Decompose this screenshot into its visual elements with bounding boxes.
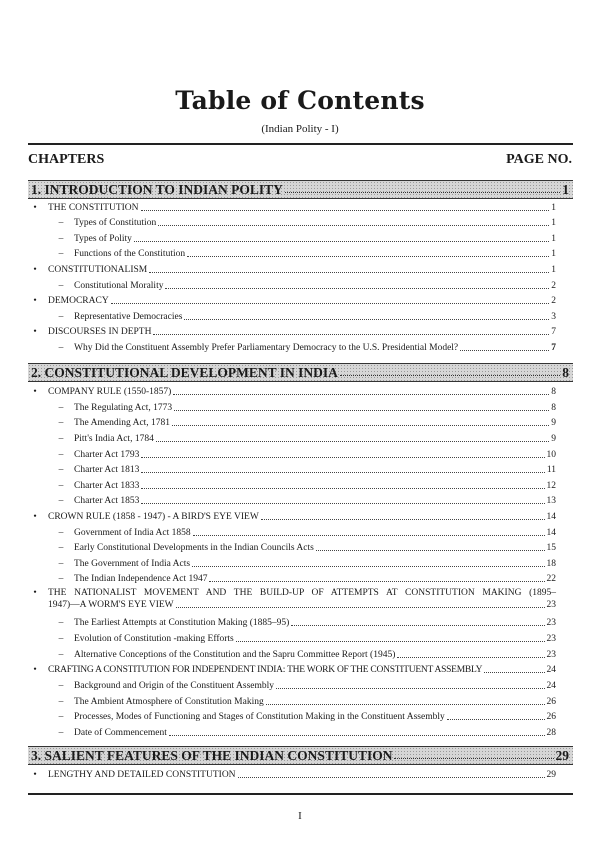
dash-icon: – <box>58 712 64 722</box>
dot-leader <box>192 566 544 567</box>
dot-leader <box>187 256 549 257</box>
toc-entry[interactable] <box>33 768 556 781</box>
toc-subentry[interactable] <box>58 526 556 539</box>
entry-page: 7 <box>551 327 556 337</box>
entry-page: 1 <box>551 218 556 228</box>
toc-subentry[interactable] <box>58 432 556 445</box>
dot-leader <box>158 225 549 226</box>
toc-subentry[interactable] <box>58 695 556 708</box>
dash-icon: – <box>58 281 64 291</box>
dot-leader <box>174 410 549 411</box>
dash-icon: – <box>58 650 64 660</box>
entry-page: 8 <box>551 403 556 413</box>
dot-leader <box>340 374 560 376</box>
toc-entry[interactable] <box>33 294 556 307</box>
entry-page: 23 <box>546 634 556 644</box>
entry-title: LENGTHY AND DETAILED CONSTITUTION <box>48 770 236 780</box>
dash-icon: – <box>58 559 64 569</box>
dash-icon: – <box>58 234 64 244</box>
dot-leader <box>173 394 549 395</box>
entry-page: 24 <box>546 681 556 691</box>
dot-leader <box>236 641 545 642</box>
toc-subentry[interactable] <box>58 279 556 292</box>
chapter-page: 8 <box>562 364 569 380</box>
entry-page: 2 <box>551 281 556 291</box>
bullet-icon: • <box>33 665 37 675</box>
toc-entry[interactable] <box>33 510 556 523</box>
entry-title: The Regulating Act, 1773 <box>74 403 173 413</box>
dot-leader <box>447 719 545 720</box>
dot-leader <box>141 457 544 458</box>
dash-icon: – <box>58 343 64 353</box>
chapter-title: 2. CONSTITUTIONAL DEVELOPMENT IN INDIA <box>31 364 338 380</box>
entry-page: 18 <box>546 559 556 569</box>
entry-page: 3 <box>551 312 556 322</box>
dot-leader <box>460 350 549 351</box>
toc-entry[interactable] <box>33 263 556 276</box>
entry-page: 23 <box>546 650 556 660</box>
entry-page: 9 <box>551 434 556 444</box>
entry-title: Early Constitutional Developments in the Indian Councils Acts <box>74 543 314 553</box>
dash-icon: – <box>58 481 64 491</box>
dot-leader <box>169 735 545 736</box>
chapter-page: 1 <box>562 181 569 197</box>
page-no-header: PAGE NO. <box>506 152 572 167</box>
toc-entry[interactable] <box>33 325 556 338</box>
bullet-icon: • <box>33 265 37 275</box>
dot-leader <box>141 503 544 504</box>
dash-icon: – <box>58 543 64 553</box>
entry-title: Functions of the Constitution <box>74 249 186 259</box>
entry-page: 8 <box>551 387 556 397</box>
dot-leader <box>238 777 545 778</box>
toc-entry[interactable] <box>33 385 556 398</box>
dot-leader <box>209 581 544 582</box>
dot-leader <box>291 625 544 626</box>
entry-title-continued: 1947)—A WORM'S EYE VIEW <box>48 600 174 610</box>
entry-page: 29 <box>546 770 556 780</box>
entry-title: The Government of India Acts <box>74 559 191 569</box>
entry-page: 9 <box>551 418 556 428</box>
bullet-icon: • <box>33 327 37 337</box>
dot-leader <box>193 535 545 536</box>
entry-title: DEMOCRACY <box>48 296 109 306</box>
entry-page: 13 <box>546 496 556 506</box>
toc-subentry[interactable] <box>58 216 556 229</box>
entry-title: The Amending Act, 1781 <box>74 418 171 428</box>
dot-leader <box>153 334 549 335</box>
toc-subentry[interactable] <box>58 448 556 461</box>
toc-subentry[interactable] <box>58 616 556 629</box>
toc-subentry[interactable] <box>58 710 556 723</box>
chapters-header: CHAPTERS <box>28 152 105 167</box>
dash-icon: – <box>58 418 64 428</box>
entry-title: The Ambient Atmosphere of Constitution Making <box>74 697 264 707</box>
toc-subentry[interactable] <box>58 494 556 507</box>
dot-leader <box>484 672 544 673</box>
entry-page: 1 <box>551 249 556 259</box>
dash-icon: – <box>58 465 64 475</box>
chapter-title: 1. INTRODUCTION TO INDIAN POLITY <box>31 181 283 197</box>
entry-page: 26 <box>546 712 556 722</box>
dot-leader <box>141 472 544 473</box>
dash-icon: – <box>58 496 64 506</box>
toc-subentry[interactable] <box>58 572 556 585</box>
bullet-icon: • <box>33 296 37 306</box>
dot-leader <box>261 519 545 520</box>
entry-title: Representative Democracies <box>74 312 183 322</box>
dot-leader <box>141 488 544 489</box>
toc-entry[interactable] <box>33 663 556 676</box>
entry-title: CONSTITUTIONALISM <box>48 265 148 275</box>
dash-icon: – <box>58 618 64 628</box>
page-number: I <box>298 810 302 822</box>
toc-subentry[interactable] <box>58 463 556 476</box>
entry-title: Charter Act 1813 <box>74 465 140 475</box>
toc-entry[interactable] <box>33 201 556 214</box>
entry-page: 2 <box>551 296 556 306</box>
dash-icon: – <box>58 249 64 259</box>
toc-subentry[interactable] <box>58 679 556 692</box>
entry-title: Constitutional Morality <box>74 281 164 291</box>
entry-page: 14 <box>546 528 556 538</box>
dash-icon: – <box>58 450 64 460</box>
dot-leader <box>165 288 549 289</box>
bullet-icon: • <box>33 387 37 397</box>
dot-leader <box>134 241 549 242</box>
entry-title: The Indian Independence Act 1947 <box>74 574 208 584</box>
dash-icon: – <box>58 218 64 228</box>
entry-page: 1 <box>551 203 556 213</box>
entry-title: Types of Polity <box>74 234 132 244</box>
toc-subentry[interactable] <box>58 232 556 245</box>
entry-title: Charter Act 1833 <box>74 481 140 491</box>
toc-subentry[interactable] <box>58 310 556 323</box>
bullet-icon: • <box>33 588 37 598</box>
bullet-icon: • <box>33 770 37 780</box>
entry-title: Types of Constitution <box>74 218 157 228</box>
toc-subentry[interactable] <box>58 416 556 429</box>
entry-title: THE CONSTITUTION <box>48 203 139 213</box>
entry-title: CROWN RULE (1858 - 1947) - A BIRD'S EYE VIEW <box>48 512 259 522</box>
entry-title: Government of India Act 1858 <box>74 528 191 538</box>
toc-subentry[interactable] <box>58 479 556 492</box>
top-rule <box>28 143 573 145</box>
dash-icon: – <box>58 697 64 707</box>
dash-icon: – <box>58 312 64 322</box>
dash-icon: – <box>58 434 64 444</box>
entry-page: 12 <box>546 481 556 491</box>
entry-title: CRAFTING A CONSTITUTION FOR INDEPENDENT INDIA: THE WORK OF THE CONSTITUENT ASSEMBLY <box>48 665 483 675</box>
chapter-page: 29 <box>555 747 569 763</box>
dot-leader <box>266 704 545 705</box>
entry-page: 26 <box>546 697 556 707</box>
entry-page: 24 <box>546 665 556 675</box>
entry-title: DISCOURSES IN DEPTH <box>48 327 152 337</box>
entry-page: 28 <box>546 728 556 738</box>
bottom-rule <box>28 793 573 795</box>
dash-icon: – <box>58 528 64 538</box>
entry-title: COMPANY RULE (1550-1857) <box>48 387 172 397</box>
entry-page: 10 <box>546 450 556 460</box>
toc-entry[interactable] <box>33 587 556 611</box>
toc-subentry[interactable] <box>58 648 556 661</box>
dot-leader <box>184 319 549 320</box>
dash-icon: – <box>58 728 64 738</box>
entry-page: 1 <box>551 265 556 275</box>
entry-page: 1 <box>551 234 556 244</box>
chapter-heading[interactable] <box>28 180 573 199</box>
dot-leader <box>172 425 549 426</box>
entry-title: Processes, Modes of Functioning and Stages of Constitution Making in the Constituent Assembly <box>74 712 445 722</box>
dot-leader <box>394 757 553 759</box>
chapter-title: 3. SALIENT FEATURES OF THE INDIAN CONSTITUTION <box>31 747 393 763</box>
dot-leader <box>176 607 545 608</box>
entry-title: Background and Origin of the Constituent Assembly <box>74 681 275 691</box>
dash-icon: – <box>58 574 64 584</box>
dot-leader <box>316 550 545 551</box>
entry-title: Date of Commencement <box>74 728 167 738</box>
toc-subentry[interactable] <box>58 726 556 739</box>
toc-subentry[interactable] <box>58 341 556 354</box>
entry-page: 23 <box>546 600 556 610</box>
entry-page: 14 <box>546 512 556 522</box>
dot-leader <box>156 441 549 442</box>
dash-icon: – <box>58 403 64 413</box>
toc-subentry[interactable] <box>58 401 556 414</box>
dot-leader <box>276 688 544 689</box>
dot-leader <box>397 657 544 658</box>
dot-leader <box>285 191 560 193</box>
dot-leader <box>141 210 550 211</box>
dot-leader <box>149 272 549 273</box>
chapter-heading[interactable] <box>28 746 573 765</box>
page-subtitle: (Indian Polity - I) <box>261 123 339 135</box>
dot-leader <box>111 303 550 304</box>
entry-title: Pitt's India Act, 1784 <box>74 434 154 444</box>
bullet-icon: • <box>33 203 37 213</box>
entry-title: The Earliest Attempts at Constitution Making (1885–95) <box>74 618 290 628</box>
entry-title: THE NATIONALIST MOVEMENT AND THE BUILD-UP OF ATTEMPTS AT CONSTITUTION MAKING (1895– <box>48 588 556 598</box>
dash-icon: – <box>58 634 64 644</box>
entry-title: Charter Act 1793 <box>74 450 140 460</box>
entry-page: 15 <box>546 543 556 553</box>
page-title: Table of Contents <box>175 86 425 115</box>
entry-title: Evolution of Constitution -making Efforts <box>74 634 234 644</box>
entry-page: 7 <box>551 343 556 353</box>
entry-page: 22 <box>546 574 556 584</box>
toc-subentry[interactable] <box>58 632 556 645</box>
entry-page: 23 <box>546 618 556 628</box>
toc-subentry[interactable] <box>58 247 556 260</box>
entry-page: 11 <box>546 465 556 475</box>
toc-subentry[interactable] <box>58 557 556 570</box>
toc-subentry[interactable] <box>58 541 556 554</box>
dash-icon: – <box>58 681 64 691</box>
entry-title: Charter Act 1853 <box>74 496 140 506</box>
entry-title: Alternative Conceptions of the Constitution and the Sapru Committee Report (1945) <box>74 650 396 660</box>
entry-title: Why Did the Constituent Assembly Prefer Parliamentary Democracy to the U.S. Presidential Model? <box>74 343 459 353</box>
bullet-icon: • <box>33 512 37 522</box>
chapter-heading[interactable] <box>28 363 573 382</box>
